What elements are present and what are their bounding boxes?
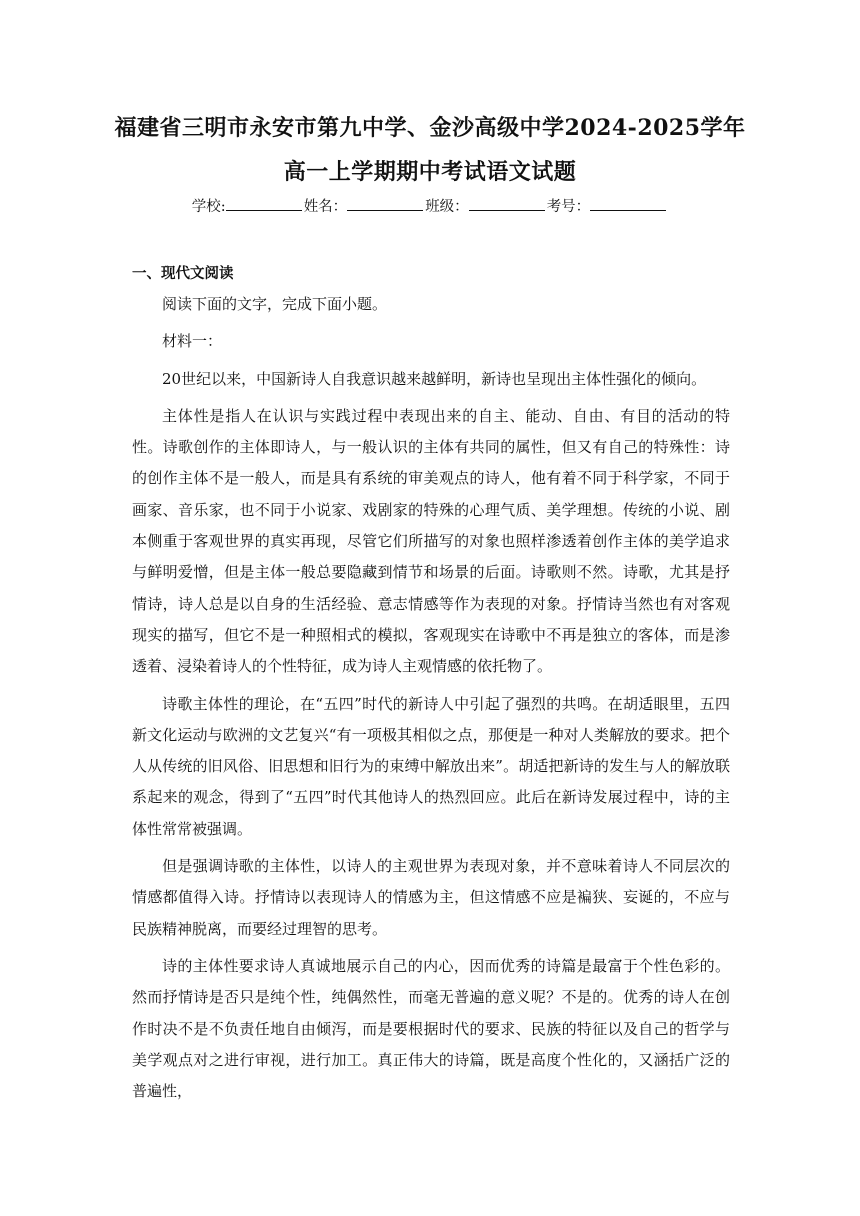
school-label: 学校: bbox=[191, 199, 226, 215]
passage-paragraph: 诗的主体性要求诗人真诚地展示自己的内心，因而优秀的诗篇是最富于个性色彩的。然而抒情诗是否只是纯个性，纯偶然性，而毫无普遍的意义呢？不是的。优秀的诗人在创作时决不是不负责任地自由倾泻，而是要根据时代的要求、民族的特征以及自己的哲学与美学观点对之进行审视，进行加工。真正伟大的诗篇，既是高度个性化的，又涵括广泛的普遍性， bbox=[132, 956, 730, 1101]
student-info-line bbox=[0, 196, 860, 218]
name-label: 姓名： bbox=[303, 199, 348, 215]
exam-title-line1: 福建省三明市永安市第九中学、金沙高级中学2024-2025学年 bbox=[114, 115, 746, 141]
instruction-paragraph: 阅读下面的文字，完成下面小题。 bbox=[162, 295, 388, 313]
class-label: 班级： bbox=[425, 199, 469, 215]
reading-passage bbox=[132, 289, 730, 1107]
name-blank bbox=[347, 196, 423, 211]
exam-title-line2: 高一上学期期中考试语文试题 bbox=[283, 159, 577, 185]
school-blank bbox=[226, 196, 302, 211]
exam-number-blank bbox=[590, 196, 666, 211]
section-heading: 一、现代文阅读 bbox=[132, 266, 234, 282]
passage-paragraph: 20世纪以来，中国新诗人自我意识越来越鲜明，新诗也呈现出主体性强化的倾向。 bbox=[162, 369, 707, 388]
exam-number-label: 考号： bbox=[546, 199, 591, 215]
passage-paragraph: 主体性是指人在认识与实践过程中表现出来的自主、能动、自由、有目的活动的特性。诗歌创作的主体即诗人，与一般认识的主体有共同的属性，但又有自己的特殊性：诗的创作主体不是一般人，而是具有系统的审美观点的诗人，他有着不同于科学家，不同于画家、音乐家，也不同于小说家、戏剧家的特殊的心理气质、美学理想。传统的小说、剧本侧重于客观世界的真实再现，尽管它们所描写的对象也照样渗透着创作主体的美学追求与鲜明爱憎，但是主体一般总要隐藏到情节和场景的后面。诗歌则不然。诗歌，尤其是抒情诗，诗人总是以自身的生活经验、意志情感等作为表现的对象。抒情诗当然也有对客观现实的描写，但它不是一种照相式的模拟，客观现实在诗歌中不再是独立的客体，而是渗透着、浸染着诗人的个性特征，成为诗人主观情感的依托物了。 bbox=[132, 406, 730, 676]
class-blank bbox=[469, 196, 545, 211]
passage-paragraph: 但是强调诗歌的主体性，以诗人的主观世界为表现对象，并不意味着诗人不同层次的情感都值得入诗。抒情诗以表现诗人的情感为主，但这情感不应是褊狭、妄诞的，不应与民族精神脱离，而要经过理智的思考。 bbox=[132, 857, 730, 938]
material-label: 材料一： bbox=[162, 332, 223, 351]
passage-paragraph: 诗歌主体性的理论，在“五四”时代的新诗人中引起了强烈的共鸣。在胡适眼里，五四新文化运动与欧洲的文艺复兴“有一项极其相似之点，那便是一种对人类解放的要求。把个人从传统的旧风俗、旧思想和旧行为的束缚中解放出来”。胡适把新诗的发生与人的解放联系起来的观念，得到了“五四”时代其他诗人的热烈回应。此后在新诗发展过程中，诗的主体性常常被强调。 bbox=[132, 694, 730, 838]
